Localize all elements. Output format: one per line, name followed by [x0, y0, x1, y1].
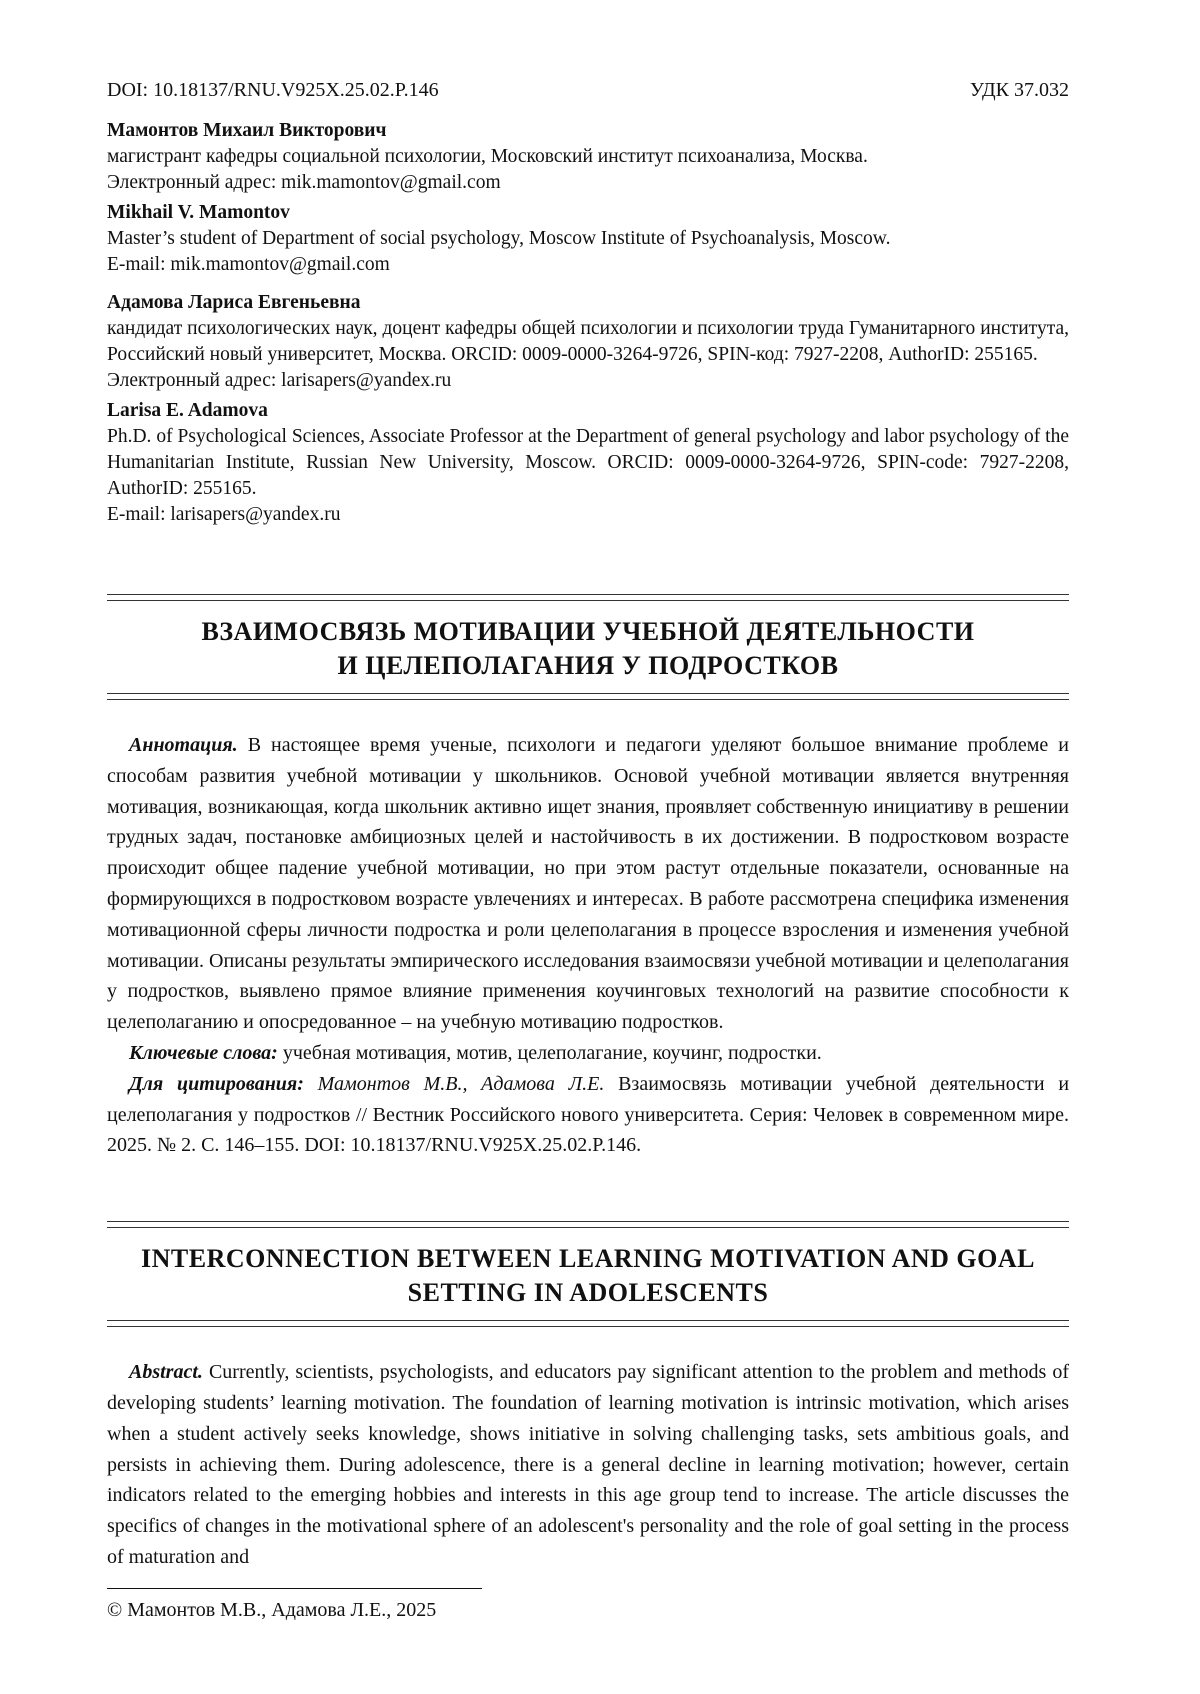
- footnote-rule: [107, 1588, 482, 1589]
- page-header: [107, 78, 1069, 102]
- title-rule-top: [107, 1221, 1069, 1228]
- author-email-en: E-mail: mik.mamontov@gmail.com: [107, 254, 390, 275]
- citation-authors: Мамонтов М.В., Адамова Л.Е.: [317, 1072, 605, 1095]
- article-page: [107, 78, 1069, 1573]
- abstract-en: [107, 1357, 1069, 1573]
- abstract-text-en: Currently, scientists, psychologists, and educators pay significant attention to the problem and methods of developing students’ learning motivation. The foundation of learning motivation is intrinsic motivation, which arises when a student actively seeks knowledge, shows initiative in solving challenging tasks, sets ambitious goals, and persists in achieving them. During adolescence, there is a general decline in learning motivation; however, certain indicators related to the emerging hobbies and interests in this age group tend to increase. The article discusses the specifics of changes in the motivational sphere of an adolescent's personality and the role of goal setting in the process of maturation and: [107, 1361, 1069, 1568]
- author-name-ru: Адамова Лариса Евгеньевна: [107, 292, 361, 313]
- abstract-text-ru: В настоящее время ученые, психологи и педагоги уделяют большое внимание проблеме и способам развития учебной мотивации у школьников. Основой учебной мотивации является внутренняя мотивация, возникающая, когда школьник активно ищет знания, проявляет собственную инициативу в решении трудных задач, постановке амбициозных целей и настойчивость в их достижении. В подростковом возрасте происходит общее падение учебной мотивации, но при этом растут отдельные показатели, основанные на формирующихся в подростковом возрасте увлечениях и интересах. В работе рассмотрена специфика изменения мотивационной сферы личности подростка и роли целеполагания в процессе взросления и изменения учебной мотивации. Описаны результаты эмпирического исследования взаимосвязи учебной мотивации и целеполагания у подростков, выявлено прямое влияние применения коучинговых технологий на развитие способности к целеполаганию и опосредованное – на учебную мотивацию подростков.: [107, 734, 1070, 1034]
- keywords-text: учебная мотивация, мотив, целеполагание, коучинг, подростки.: [282, 1041, 822, 1064]
- title-en-line: SETTING IN ADOLESCENTS: [407, 1278, 769, 1308]
- author-name-en: Mikhail V. Mamontov: [107, 202, 290, 223]
- title-rule-bottom: [107, 693, 1069, 700]
- title-ru-line: ВЗАИМОСВЯЗЬ МОТИВАЦИИ УЧЕБНОЙ ДЕЯТЕЛЬНОСТИ: [201, 617, 975, 646]
- keywords-label: Ключевые слова:: [129, 1041, 278, 1064]
- author-email-en: E-mail: larisapers@yandex.ru: [107, 504, 341, 525]
- title-ru-line: И ЦЕЛЕПОЛАГАНИЯ У ПОДРОСТКОВ: [337, 651, 839, 680]
- author-email-ru: Электронный адрес: mik.mamontov@gmail.com: [107, 172, 501, 193]
- author-info: [107, 118, 1069, 528]
- author-affiliation-ru: кандидат психологических наук, доцент кафедры общей психологии и психологии труда Гуманитарного института, Российский новый университет, Москва. ORCID: 0009-0000-3264-9726, SPIN-код: 7927-2208, AuthorID: 255165.: [107, 318, 1069, 365]
- abstract-ru: [107, 730, 1069, 1161]
- abstract-label-ru: Аннотация.: [129, 734, 238, 756]
- author-affiliation-en: Master’s student of Department of social psychology, Moscow Institute of Psychoanalysis, Moscow.: [107, 228, 891, 249]
- title-rule-top: [107, 594, 1069, 601]
- citation-label: Для цитирования:: [129, 1072, 304, 1095]
- abstract-label-en: Abstract.: [129, 1361, 203, 1384]
- title-en-line: INTERCONNECTION BETWEEN LEARNING MOTIVATION AND GOAL: [140, 1244, 1036, 1274]
- author-name-en: Larisa E. Adamova: [107, 400, 268, 421]
- author-affiliation-en: Ph.D. of Psychological Sciences, Associate Professor at the Department of general psychology and labor psychology of the Humanitarian Institute, Russian New University, Moscow. ORCID: 0009-0000-3264-9726, SPIN-code: 7927-2208, AuthorID: 255165.: [107, 426, 1069, 499]
- page-footer: [107, 1588, 1069, 1622]
- udk-text: УДК 37.032: [969, 79, 1069, 101]
- citation-text: Взаимосвязь мотивации учебной деятельности и целеполагания у подростков // Вестник Российского нового университета. Серия: Человек в современном мире. 2025. № 2. С. 146–155. DOI: 10.18137/RNU.V925X.25.02.P.146.: [107, 1072, 1070, 1157]
- doi-text: DOI: 10.18137/RNU.V925X.25.02.P.146: [107, 79, 439, 101]
- article-title-en: [107, 1228, 1069, 1320]
- title-rule-bottom: [107, 1320, 1069, 1327]
- author-name-ru: Мамонтов Михаил Викторович: [107, 120, 387, 141]
- author-affiliation-ru: магистрант кафедры социальной психологии, Московский институт психоанализа, Москва.: [107, 146, 868, 167]
- article-title-ru: [107, 601, 1069, 693]
- author-email-ru: Электронный адрес: larisapers@yandex.ru: [107, 370, 452, 391]
- copyright-text: © Мамонтов М.В., Адамова Л.Е., 2025: [107, 1599, 437, 1621]
